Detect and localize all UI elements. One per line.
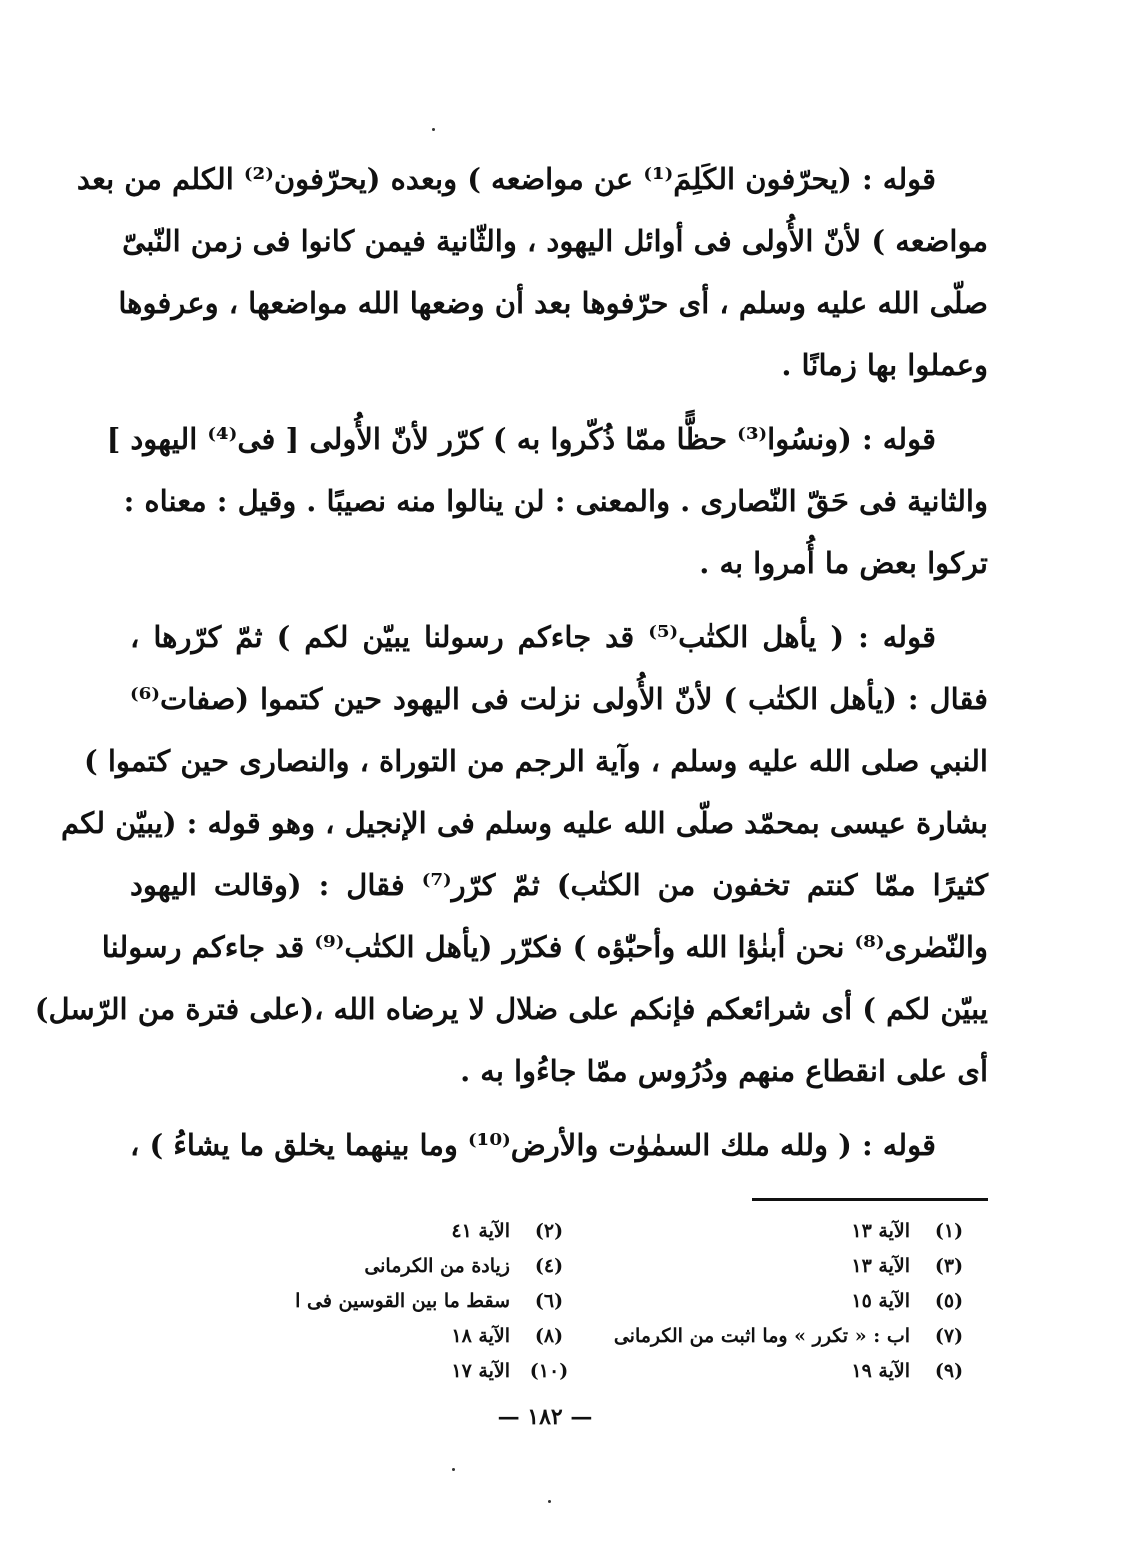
paragraph-2 — [106, 408, 988, 594]
footnote-text: الآية ١٣ — [851, 1220, 910, 1242]
footnote-text: الآية ١٧ — [451, 1360, 510, 1382]
footnote-row — [180, 1249, 980, 1284]
footnote-row — [180, 1319, 980, 1354]
footnote-item — [580, 1249, 980, 1284]
text-line: صلّى الله عليه وسلم ، أى حرّفوها بعد أن وضعها الله مواضعها ، وعرفوها — [118, 286, 988, 320]
text-line: تركوا بعض ما أُمروا به . — [699, 546, 988, 580]
text-line: قوله : (ونسُوا⁽³⁾ حظًّا ممّا ذُكّروا به ) كرّر لأنّ الأُولى [ فى⁽⁴⁾ اليهود ] — [106, 422, 936, 456]
text-line: أى على انقطاع منهم ودُرُوس ممّا جاءُوا به . — [460, 1054, 988, 1088]
scan-speck — [432, 128, 435, 131]
footnotes — [180, 1214, 980, 1389]
main-text — [34, 148, 988, 1188]
footnote-number: (٢) — [534, 1220, 564, 1242]
footnote-text: زيادة من الكرمانى — [364, 1255, 510, 1277]
footnote-number: (٥) — [934, 1290, 964, 1312]
footnote-text: اب : « تكرر » وما اثبت من الكرمانى — [613, 1325, 910, 1347]
text-line: مواضعه ) لأنّ الأُولى فى أوائل اليهود ، والثّانية فيمن كانوا فى زمن النّبىّ — [122, 224, 988, 258]
footnote-number: (٧) — [934, 1325, 964, 1347]
text-line: قوله : ( يأهل الكتٰب⁽⁵⁾ قد جاءكم رسولنا يبيّن لكم ) ثمّ كرّرها ، — [130, 620, 936, 654]
footnote-item — [180, 1319, 580, 1354]
paragraph-1 — [76, 148, 988, 396]
footnote-item — [580, 1319, 980, 1354]
footnote-row — [180, 1284, 980, 1319]
footnote-item — [580, 1284, 980, 1319]
footnote-number: (٤) — [534, 1255, 564, 1277]
footnote-text: الآية ١٥ — [851, 1290, 910, 1312]
footnote-divider — [752, 1198, 988, 1201]
text-line: كثيرًا ممّا كنتم تخفون من الكتٰب) ثمّ كرّر⁽⁷⁾ فقال : (وقالت اليهود — [130, 868, 988, 902]
text-line: بشارة عيسى بمحمّد صلّى الله عليه وسلم فى الإنجيل ، وهو قوله : (يبيّن لكم — [60, 806, 988, 840]
footnote-item — [580, 1214, 980, 1249]
footnote-item — [180, 1354, 580, 1389]
footnote-item — [580, 1354, 980, 1389]
page-number: — ١٨٢ — — [497, 1404, 593, 1430]
scan-speck — [548, 1500, 551, 1503]
footnote-text: الآية ١٩ — [851, 1360, 910, 1382]
text-line: وعملوا بها زمانًا . — [781, 348, 988, 382]
footnote-number: (٦) — [534, 1290, 564, 1312]
footnote-text: الآية ١٨ — [451, 1325, 510, 1347]
paragraph-3 — [34, 606, 988, 1102]
footnote-item — [180, 1214, 580, 1249]
scan-speck — [452, 1468, 455, 1471]
text-line: قوله : (يحرّفون الكَلِمَ⁽¹⁾ عن مواضعه ) وبعده (يحرّفون⁽²⁾ الكلم من بعد — [76, 162, 936, 196]
text-line: قوله : ( ولله ملك السمٰوٰت والأرض⁽¹⁰⁾ وما بينهما يخلق ما يشاءُ ) ، — [130, 1128, 936, 1162]
footnote-item — [180, 1249, 580, 1284]
text-line: والثانية فى حَقّ النّصارى . والمعنى : لن ينالوا منه نصيبًا . وقيل : معناه : — [123, 484, 988, 518]
text-line: النبي صلى الله عليه وسلم ، وآية الرجم من التوراة ، والنصارى حين كتموا ) — [84, 744, 988, 778]
footnote-text: سقط ما بين القوسين فى ا — [295, 1290, 510, 1312]
footnote-number: (١٠) — [529, 1360, 569, 1382]
footnote-row — [180, 1354, 980, 1389]
text-line: والنّصٰرى⁽⁸⁾ نحن أبنٰؤا الله وأحبّٰؤه ) فكرّر (يأهل الكتٰب⁽⁹⁾ قد جاءكم رسولنا — [101, 930, 988, 964]
footnote-number: (٩) — [934, 1360, 964, 1382]
footnote-number: (٨) — [534, 1325, 564, 1347]
footnote-text: الآية ١٣ — [851, 1255, 910, 1277]
text-line: يبيّن لكم ) أى شرائعكم فإنكم على ضلال لا يرضاه الله ،(على فترة من الرّسل) — [34, 992, 988, 1026]
paragraph-4 — [130, 1114, 988, 1176]
text-line: فقال : (يأهل الكتٰب ) لأنّ الأُولى نزلت فى اليهود حين كتموا (صفات⁽⁶⁾ — [130, 682, 988, 716]
footnote-text: الآية ٤١ — [451, 1220, 510, 1242]
footnote-item — [180, 1284, 580, 1319]
footnote-number: (٣) — [934, 1255, 964, 1277]
footnote-number: (١) — [934, 1220, 964, 1242]
footnote-row — [180, 1214, 980, 1249]
